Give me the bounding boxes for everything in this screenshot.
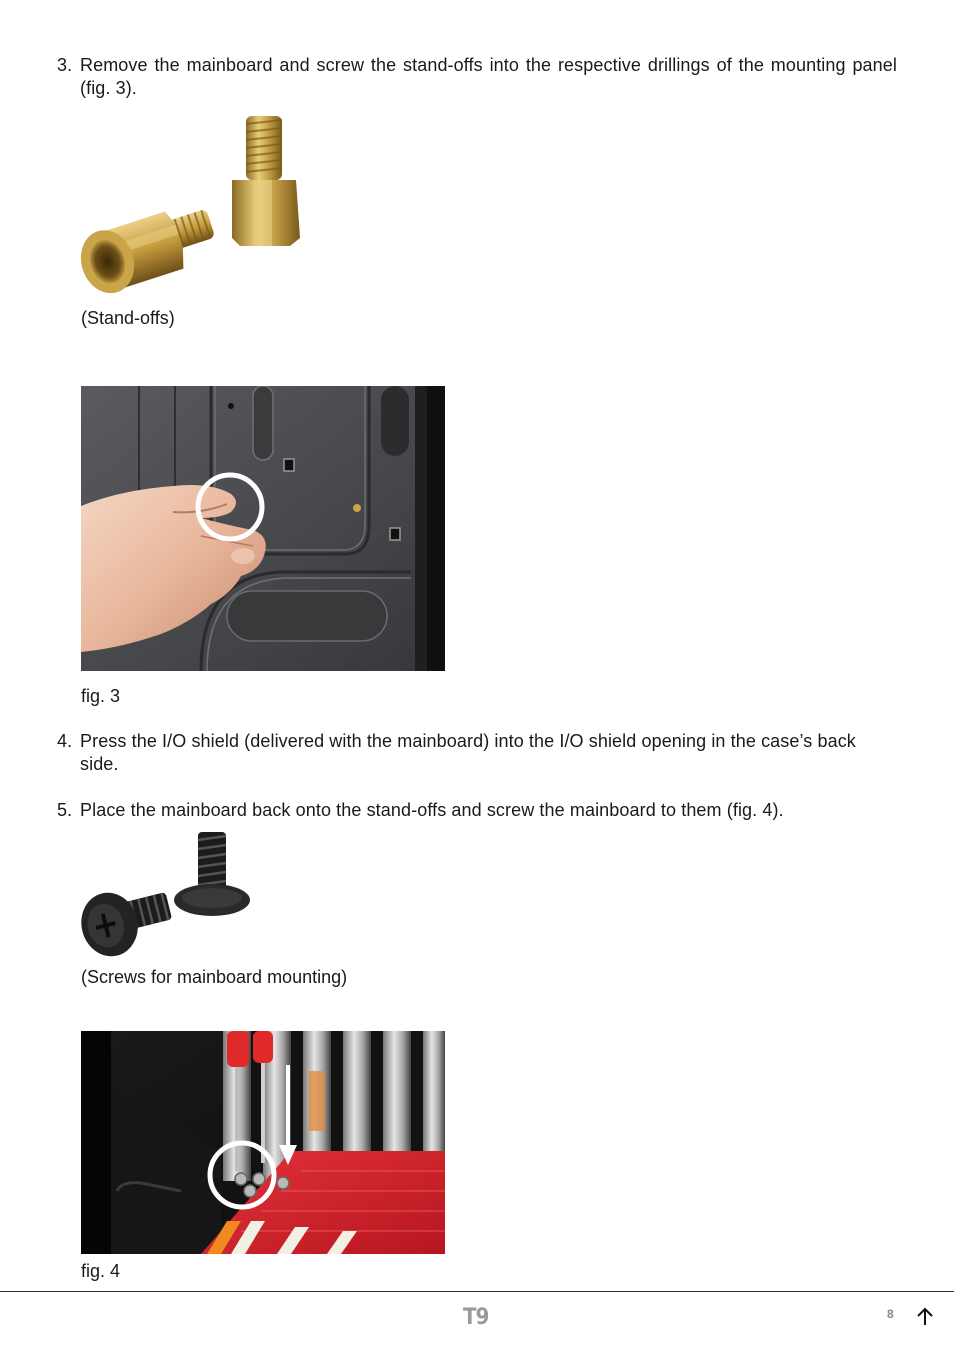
screws-caption: (Screws for mainboard mounting) [81, 967, 348, 987]
step-number: 3. [57, 55, 73, 75]
step-text: Place the mainboard back onto the stand-offs and screw the mainboard to them (fig. 4). [80, 800, 784, 820]
fig-4-photo [81, 1031, 445, 1254]
screw-vertical [174, 832, 250, 916]
step-number: 4. [57, 731, 73, 751]
up-arrow-icon[interactable] [914, 1305, 936, 1327]
step-5 [57, 799, 897, 822]
page-number: 8 [887, 1307, 894, 1321]
screw-horizontal [80, 878, 177, 962]
standoffs-caption: (Stand-offs) [81, 308, 175, 328]
standoffs-photo [80, 110, 302, 300]
step-number: 5. [57, 800, 73, 820]
screws-photo [80, 830, 252, 962]
fig-3-caption: fig. 3 [81, 686, 121, 706]
step-text: Remove the mainboard and screw the stand-offs into the respective drillings of the mounting panel (fig. 3). [80, 55, 897, 98]
step-3 [57, 54, 897, 100]
standoff-horizontal [80, 197, 222, 300]
t9-logo: T9 [463, 1305, 489, 1330]
fig-4-caption: fig. 4 [81, 1261, 121, 1281]
standoff-vertical [232, 116, 300, 246]
fig-3-photo [81, 386, 445, 671]
step-text: Press the I/O shield (delivered with the mainboard) into the I/O shield opening in the case’s back side. [80, 731, 856, 774]
step-4 [57, 730, 897, 776]
footer-divider [0, 1291, 954, 1292]
